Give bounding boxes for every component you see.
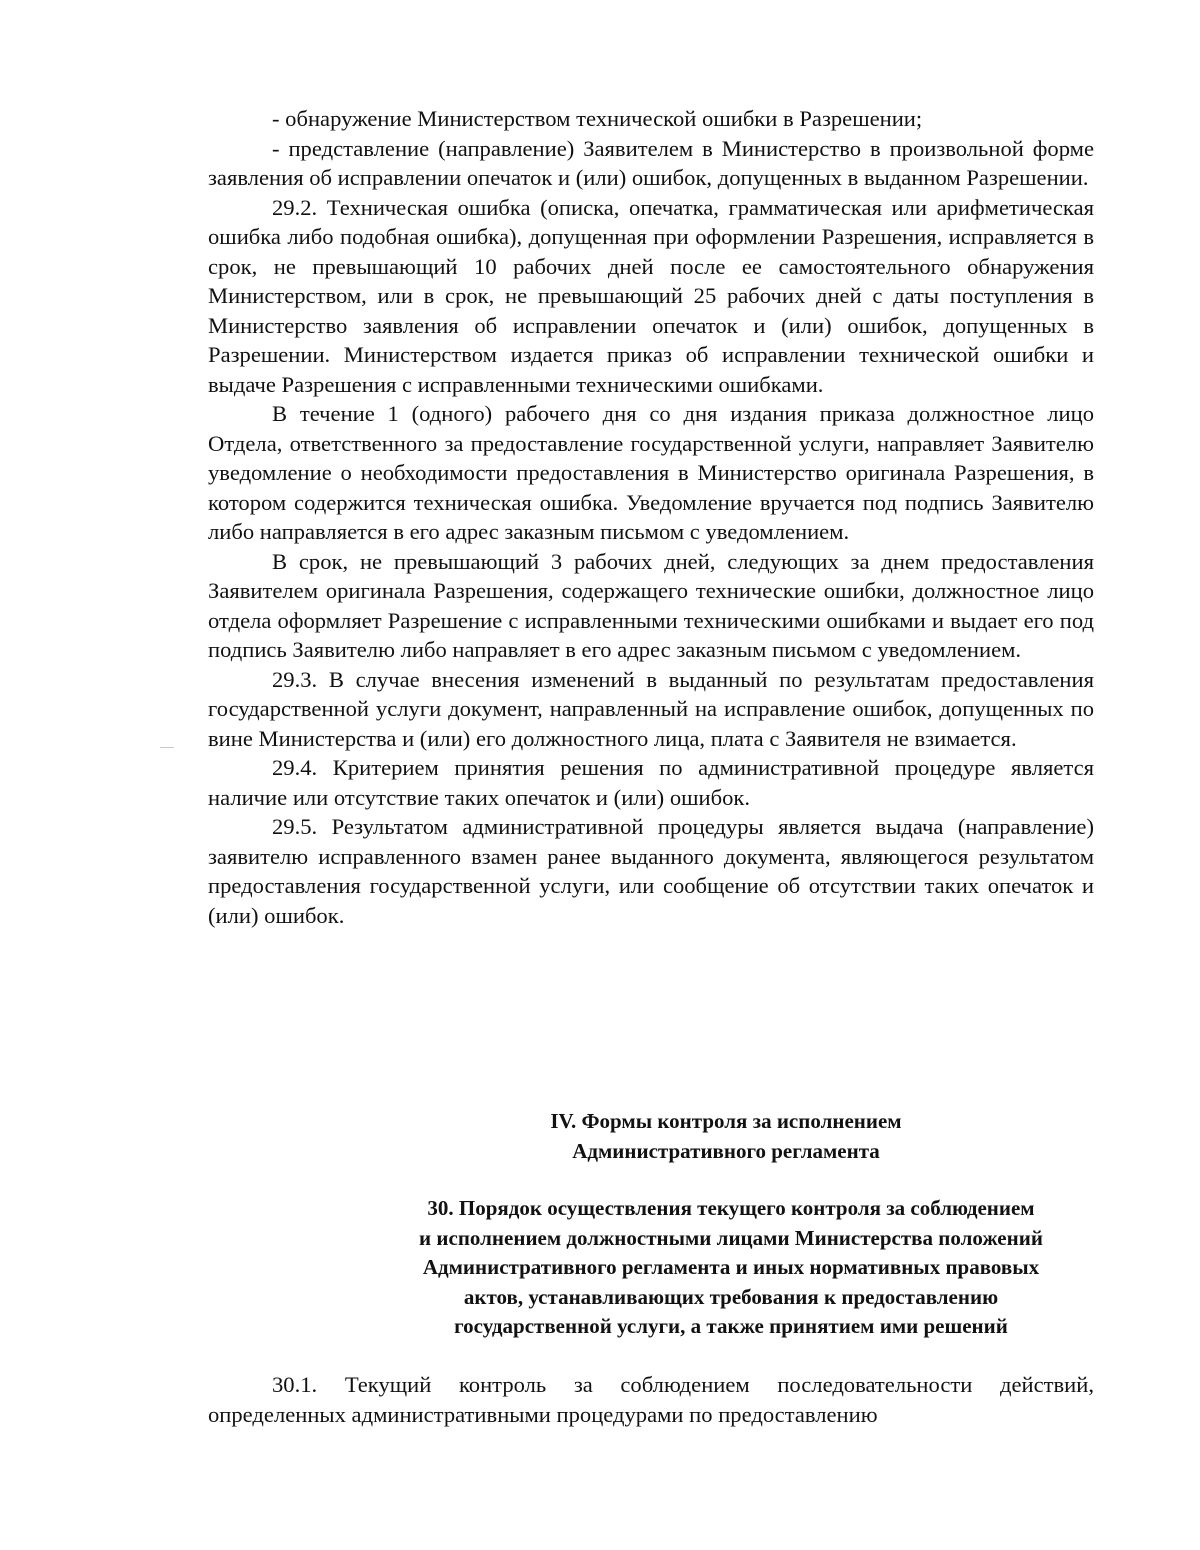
body-text	[208, 104, 1094, 930]
subsection-heading-line: актов, устанавливающих требования к предоставлению	[463, 1284, 999, 1309]
subsection-heading	[208, 1194, 1094, 1342]
paragraph: В течение 1 (одного) рабочего дня со дня издания приказа должностное лицо Отдела, ответственного за предоставление государственной услуги, направляет Заявителю уведомление о необходимости предоставления в Министерство оригинала Разрешения, в котором содержится техническая ошибка. Уведомление вручается под подпись Заявителю либо направляется в его адрес заказным письмом с уведомлением.	[208, 401, 1094, 544]
paragraph: - представление (направление) Заявителем в Министерство в произвольной форме заявления об исправлении опечаток и (или) ошибок, допущенных в выданном Разрешении.	[208, 135, 1094, 190]
section-heading-line: Административного регламента	[572, 1138, 880, 1163]
paragraph: В срок, не превышающий 3 рабочих дней, следующих за днем предоставления Заявителем оригинала Разрешения, содержащего технические ошибки, должностное лицо отдела оформляет Разрешение с исправленными техническими ошибками и выдает его под подпись Заявителю либо направляет в его адрес заказным письмом с уведомлением.	[208, 548, 1094, 662]
paragraph: 29.4. Критерием принятия решения по административной процедуре является наличие или отсутствие таких опечаток и (или) ошибок.	[208, 755, 1094, 810]
section-heading	[208, 1107, 1094, 1166]
scan-artifact	[160, 747, 174, 748]
body-text-continued	[208, 1370, 1094, 1429]
paragraph: 29.2. Техническая ошибка (описка, опечатка, грамматическая или арифметическая ошибка либо подобная ошибка), допущенная при оформлении Разрешения, исправляется в срок, не превышающий 10 рабочих дней после ее самостоятельного обнаружения Министерством, или в срок, не превышающий 25 рабочих дней с даты поступления в Министерство заявления об исправлении опечаток и (или) ошибок, допущенных в Разрешении. Министерством издается приказ об исправлении технической ошибки и выдаче Разрешения с исправленными техническими ошибками.	[208, 194, 1094, 397]
subsection-heading-line: Административного регламента и иных нормативных правовых	[422, 1255, 1040, 1280]
paragraph: 29.3. В случае внесения изменений в выданный по результатам предоставления государственной услуги документ, направленный на исправление ошибок, допущенных по вине Министерства и (или) его должностного лица, плата с Заявителя не взимается.	[208, 666, 1094, 751]
subsection-heading-line: государственной услуги, а также принятием ими решений	[454, 1314, 1008, 1339]
paragraph: - обнаружение Министерством технической ошибки в Разрешении;	[272, 106, 923, 131]
section-heading-line: IV. Формы контроля за исполнением	[550, 1109, 902, 1133]
subsection-heading-line: и исполнением должностными лицами Министерства положений	[419, 1225, 1043, 1250]
subsection-heading-line: 30. Порядок осуществления текущего контроля за соблюдением	[427, 1196, 1035, 1220]
paragraph: 29.5. Результатом административной процедуры является выдача (направление) заявителю исправленного взамен ранее выданного документа, являющегося результатом предоставления государственной услуги, или сообщение об отсутствии таких опечаток и (или) ошибок.	[208, 814, 1094, 928]
paragraph: 30.1. Текущий контроль за соблюдением последовательности действий, определенных административными процедурами по предоставлению	[208, 1372, 1094, 1427]
